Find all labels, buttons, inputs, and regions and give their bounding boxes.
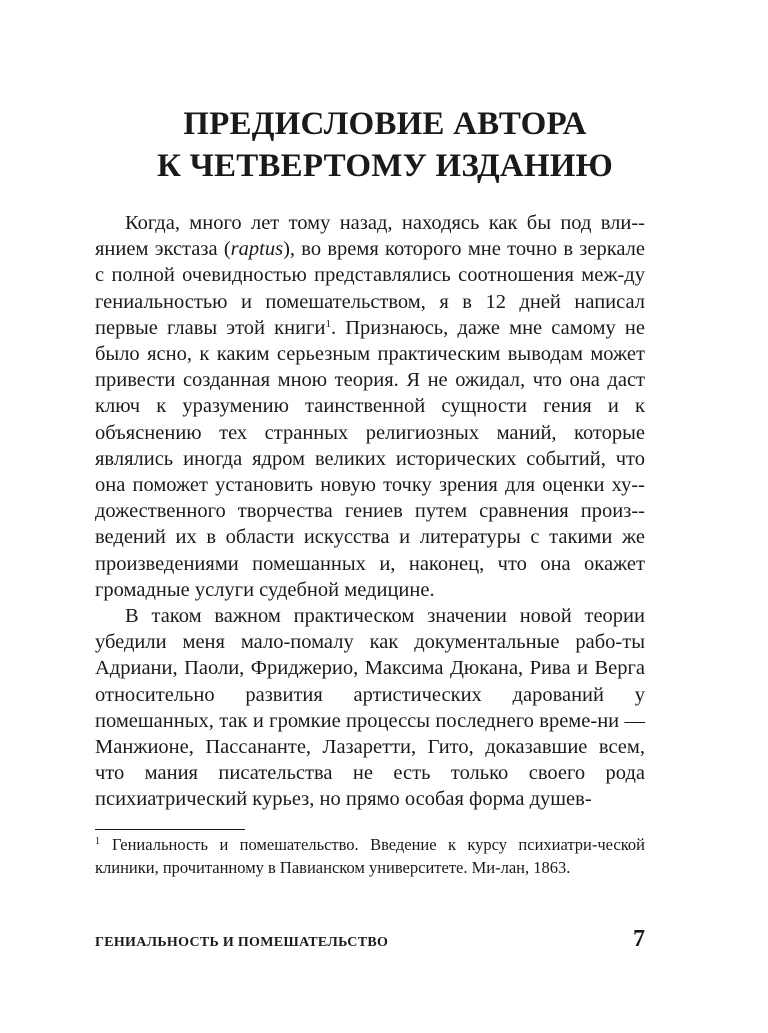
chapter-title (95, 103, 675, 187)
footnote-mark: 1 (95, 836, 100, 847)
chapter-title-line-2: К ЧЕТВЕРТОМУ ИЗДАНИЮ (157, 148, 613, 184)
footnote-divider (95, 829, 245, 830)
chapter-title-line-1: ПРЕДИСЛОВИЕ АВТОРА (183, 106, 587, 142)
latin-term: raptus (230, 238, 284, 261)
body-text (95, 210, 645, 813)
footnote-text: Гениальность и помешательство. Введение к курсу психиатри-ческой клиники, прочитанному в Павианском университете. Ми-лан, 1863. (95, 835, 645, 877)
footnote (95, 833, 645, 879)
book-page (95, 0, 675, 1033)
paragraph-2: В таком важном практическом значении новой теории убедили меня мало-помалу как документальные рабо-ты Адриани, Паоли, Фриджерио, Максима Дюкана, Рива и Верга относительно развития артистических дарований у помешанных, так и громкие процессы последнего време-ни — Манжионе, Пассананте, Лазаретти, Гито, доказавшие всем, что мания писательства не есть только своего рода психиатрический курьез, но прямо особая форма душев- (95, 605, 645, 811)
running-footer: ГЕНИАЛЬНОСТЬ И ПОМЕШАТЕЛЬСТВО (95, 935, 389, 950)
paragraph-1-middle: ), во время которого мне точно в зеркале с полной очевидностью представлялись соотношения меж-ду гениальностью и помешательством, я в 12 дней написал первые главы этой книги (95, 238, 645, 339)
paragraph-1-start: Когда, много лет тому назад, находясь как бы под вли-янием экстаза ( (95, 212, 645, 261)
page-number: 7 (633, 926, 645, 952)
paragraph-1-end: . Признаюсь, даже мне самому не было ясно, к каким серьезным практическим выводам может привести созданная мною теория. Я не ожидал, что она даст ключ к уразумению таинственной сущности гения и к объяснению тех странных религиозных маний, которые являлись иногда ядром великих исторических событий, что она поможет установить новую точку зрения для оценки ху-дожественного творчества гениев путем сравнения произ-ведений их в области искусства и литературы с такими же произведениями помешанных и, наконец, что она окажет громадные услуги судебной медицине. (95, 316, 645, 601)
footnote-reference: 1 (325, 317, 331, 330)
paragraph-1 (95, 210, 645, 603)
